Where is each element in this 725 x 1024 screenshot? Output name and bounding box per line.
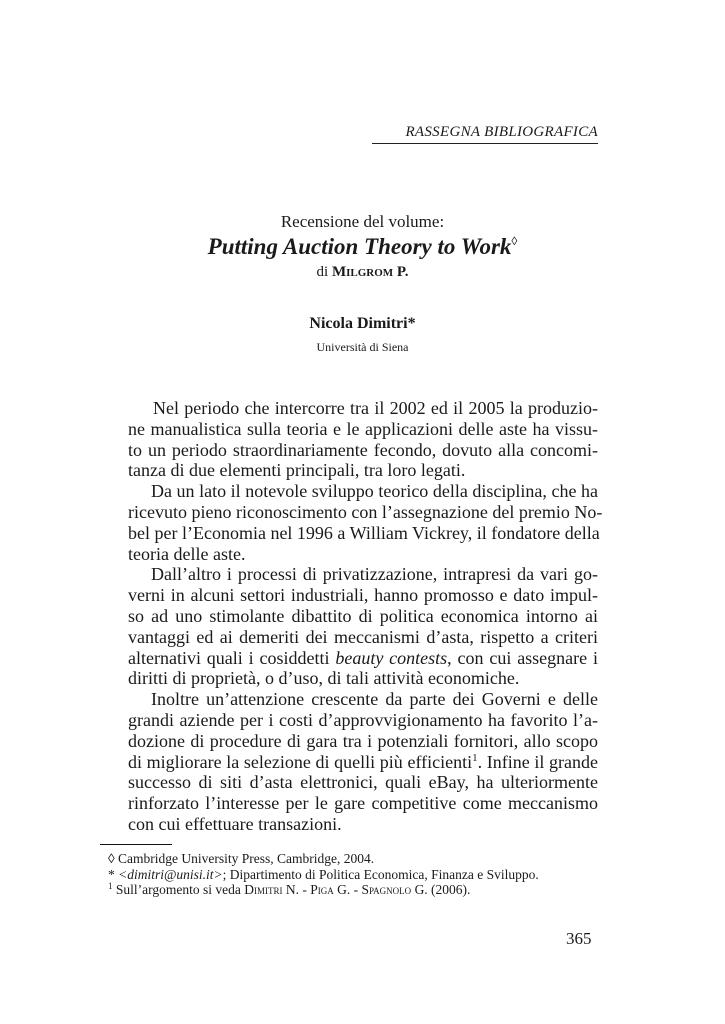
text-line: ricevuto pieno riconoscimento con l’assegnazione del premio No- [128, 501, 603, 522]
footnote-text: ; Dipartimento di Politica Economica, Finanza e Sviluppo. [222, 866, 539, 882]
footnote-divider [100, 844, 172, 845]
cited-author: Piga [310, 882, 334, 897]
cited-initial: G. (2006). [414, 882, 471, 897]
text-line: so ad uno stimolante dibattito di politica economica intorno ai [128, 605, 598, 626]
text-line: diritti di proprietà, o d’uso, di tali attività economiche. [128, 668, 520, 689]
author-affiliation: Università di Siena [316, 340, 409, 354]
text-line: Dall’altro i processi di privatizzazione, intrapresi da vari go- [151, 564, 598, 585]
footnote [108, 867, 539, 883]
text-line: to un periodo straordinariamente fecondo, dovuto alla concomi- [128, 439, 598, 460]
text-line [128, 398, 598, 419]
text-line: tanza di due elementi principali, tra loro legati. [128, 460, 466, 481]
footnote-mark: ◊ [511, 234, 518, 248]
footnote-text: Cambridge University Press, Cambridge, 2004. [118, 851, 375, 866]
text-segment: di migliorare la selezione di quelli più efficienti [128, 751, 473, 772]
text-line: Da un lato il notevole sviluppo teorico della disciplina, che ha [151, 481, 598, 502]
article-author: Nicola Dimitri* [309, 315, 416, 332]
text-segment: . Infine il grande [477, 751, 598, 772]
text-line: bel per l’Economia nel 1996 a William Vickrey, il fondatore della [128, 522, 600, 543]
text-line: dozione di procedure di gara tra i potenziali fornitori, allo scopo [128, 730, 598, 751]
footnote-mark: * [108, 866, 115, 882]
footnote-text: Sull’argomento si veda [115, 882, 241, 897]
footnote-ref[interactable]: 1 [472, 751, 478, 764]
text-segment: alternativi quali i cosiddetti [128, 647, 330, 668]
footnote [108, 882, 539, 898]
text-line: rinforzato l’interesse per le gare competitive come meccanismo [128, 793, 598, 814]
text-line: grandi aziende per i costi d’approvvigionamento ha favorito l’a- [128, 709, 598, 730]
author-email[interactable]: <dimitri@unisi.it> [118, 866, 223, 882]
body-text [128, 398, 603, 835]
footnote-mark: ◊ [108, 851, 115, 866]
text-line: ne manualistica sulla teoria e le applicazioni delle aste ha vissu- [128, 418, 598, 439]
cited-author: Dimitri [244, 882, 283, 897]
text-line: verni in alcuni settori industriali, hanno promosso e dato impul- [128, 585, 598, 606]
cited-initial: G. - [337, 882, 359, 897]
text-line: vantaggi ed ai demeriti dei meccanismi d’asta, rispetto a criteri [128, 626, 598, 647]
book-title [0, 234, 725, 260]
page-number: 365 [566, 929, 592, 948]
cited-initial: N. - [285, 882, 307, 897]
text-line [128, 752, 598, 773]
text-line [128, 648, 598, 669]
running-head: RASSEGNA BIBLIOGRAFICA [372, 124, 598, 144]
book-author: Milgrom P. [331, 264, 409, 280]
cited-author: Spagnolo [361, 882, 412, 897]
text-line: con cui effettuare transazioni. [128, 813, 342, 834]
text-line-content: Nel periodo che intercorre tra il 2002 ed il 2005 la produzio- [153, 398, 598, 418]
di-label: di [316, 264, 329, 280]
review-label: Recensione del volume: [280, 212, 445, 231]
footnote [108, 851, 539, 867]
footnote-mark: 1 [108, 881, 113, 891]
book-author-line [0, 264, 725, 281]
text-line: successo di siti d’asta elettronici, quali eBay, ha ulteriormente [128, 772, 598, 793]
text-line: teoria delle aste. [128, 543, 246, 564]
footnotes [108, 851, 539, 898]
text-segment: , con cui assegnare i [447, 647, 598, 668]
italic-term: beauty contests [335, 647, 448, 668]
text-line: Inoltre un’attenzione crescente da parte dei Governi e delle [151, 689, 598, 710]
book-title-text: Putting Auction Theory to Work [207, 234, 512, 259]
